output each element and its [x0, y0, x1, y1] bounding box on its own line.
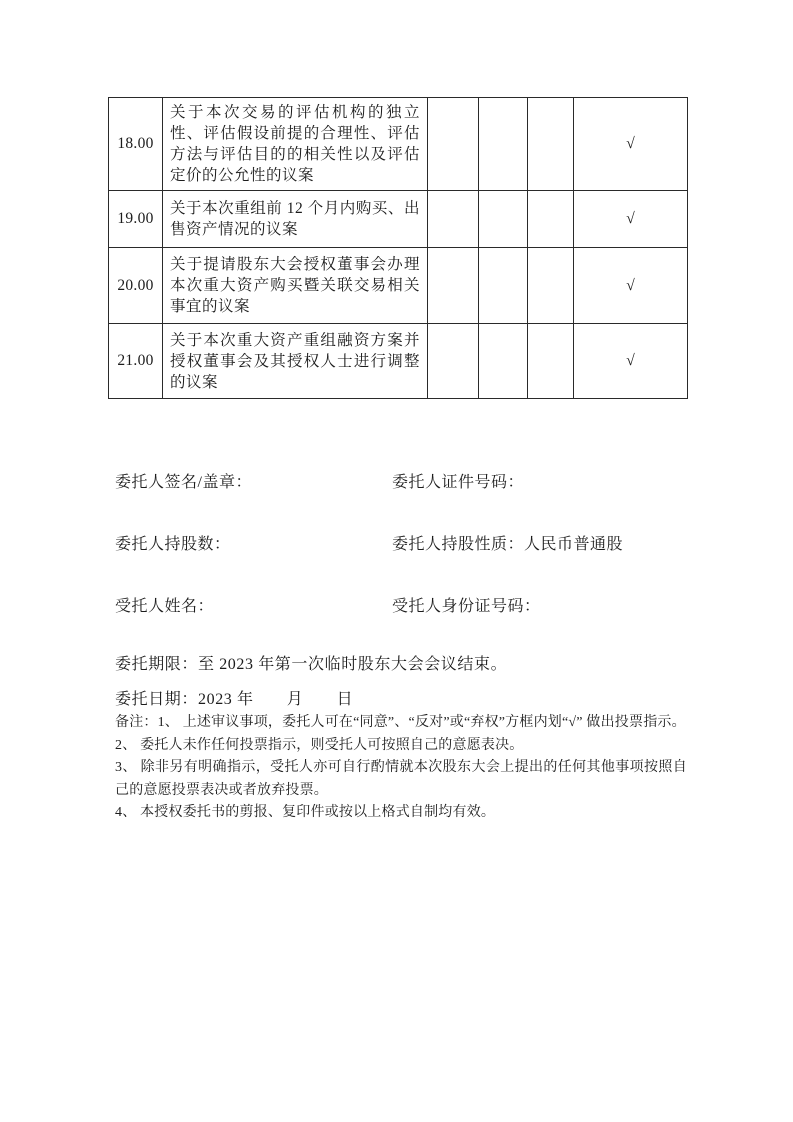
vote-box-agree	[428, 324, 479, 399]
vote-box-abstain	[528, 191, 574, 248]
proposal-number: 20.00	[109, 248, 163, 324]
proposal-number: 21.00	[109, 324, 163, 399]
remark-line-3: 3、 除非另有明确指示，受托人亦可自行酌情就本次股东大会上提出的任何其他事项按照自己的意愿投票表决或者放弃投票。	[115, 760, 687, 798]
proposal-number: 19.00	[109, 191, 163, 248]
vote-checkmark-cell: √	[574, 324, 688, 399]
vote-box-agree	[428, 98, 479, 191]
proposal-description: 关于提请股东大会授权董事会办理本次重大资产购买暨关联交易相关事宜的议案	[163, 248, 428, 324]
share-nature-label: 委托人持股性质：人民币普通股	[392, 536, 624, 553]
trustee-name-label: 受托人姓名：	[115, 598, 215, 615]
vote-checkmark-cell: √	[574, 98, 688, 191]
vote-box-abstain	[528, 98, 574, 191]
vote-checkmark-cell: √	[574, 248, 688, 324]
principal-id-label: 委托人证件号码：	[392, 474, 525, 491]
vote-box-abstain	[528, 248, 574, 324]
vote-box-against	[479, 248, 528, 324]
vote-box-abstain	[528, 324, 574, 399]
form-row-signature	[115, 469, 695, 491]
principal-signature-label: 委托人签名/盖章：	[115, 474, 252, 491]
proposal-voting-table	[108, 97, 688, 399]
vote-box-against	[479, 191, 528, 248]
vote-box-agree	[428, 191, 479, 248]
trustee-id-label: 受托人身份证号码：	[392, 598, 541, 615]
remark-line-2: 2、 委托人未作任何投票指示，则受托人可按照自己的意愿表决。	[115, 737, 524, 753]
vote-checkmark-cell: √	[574, 191, 688, 248]
vote-box-agree	[428, 248, 479, 324]
remarks-section	[115, 712, 687, 825]
vote-box-against	[479, 324, 528, 399]
proposal-row-20	[109, 248, 688, 324]
shares-held-label: 委托人持股数：	[115, 536, 231, 553]
proxy-date-line: 委托日期：2023 年 月 日	[115, 691, 354, 708]
proposal-description: 关于本次交易的评估机构的独立性、评估假设前提的合理性、评估方法与评估目的的相关性以及评估定价的公允性的议案	[163, 98, 428, 191]
proposal-description: 关于本次重组前 12 个月内购买、出售资产情况的议案	[163, 191, 428, 248]
proposal-number: 18.00	[109, 98, 163, 191]
form-row-shares	[115, 531, 695, 553]
proposal-row-18	[109, 98, 688, 191]
proposal-row-21	[109, 324, 688, 399]
vote-box-against	[479, 98, 528, 191]
remark-line-1: 备注：1、 上述审议事项，委托人可在“同意”、“反对”或“弃权”方框内划“√” 做出投票指示。	[115, 715, 686, 730]
proposal-row-19	[109, 191, 688, 248]
form-row-trustee	[115, 593, 695, 615]
remark-line-4: 4、 本授权委托书的剪报、复印件或按以上格式自制均有效。	[115, 805, 496, 820]
proxy-period-line: 委托期限：至 2023 年第一次临时股东大会会议结束。	[115, 656, 508, 673]
proposal-description: 关于本次重大资产重组融资方案并授权董事会及其授权人士进行调整的议案	[163, 324, 428, 399]
